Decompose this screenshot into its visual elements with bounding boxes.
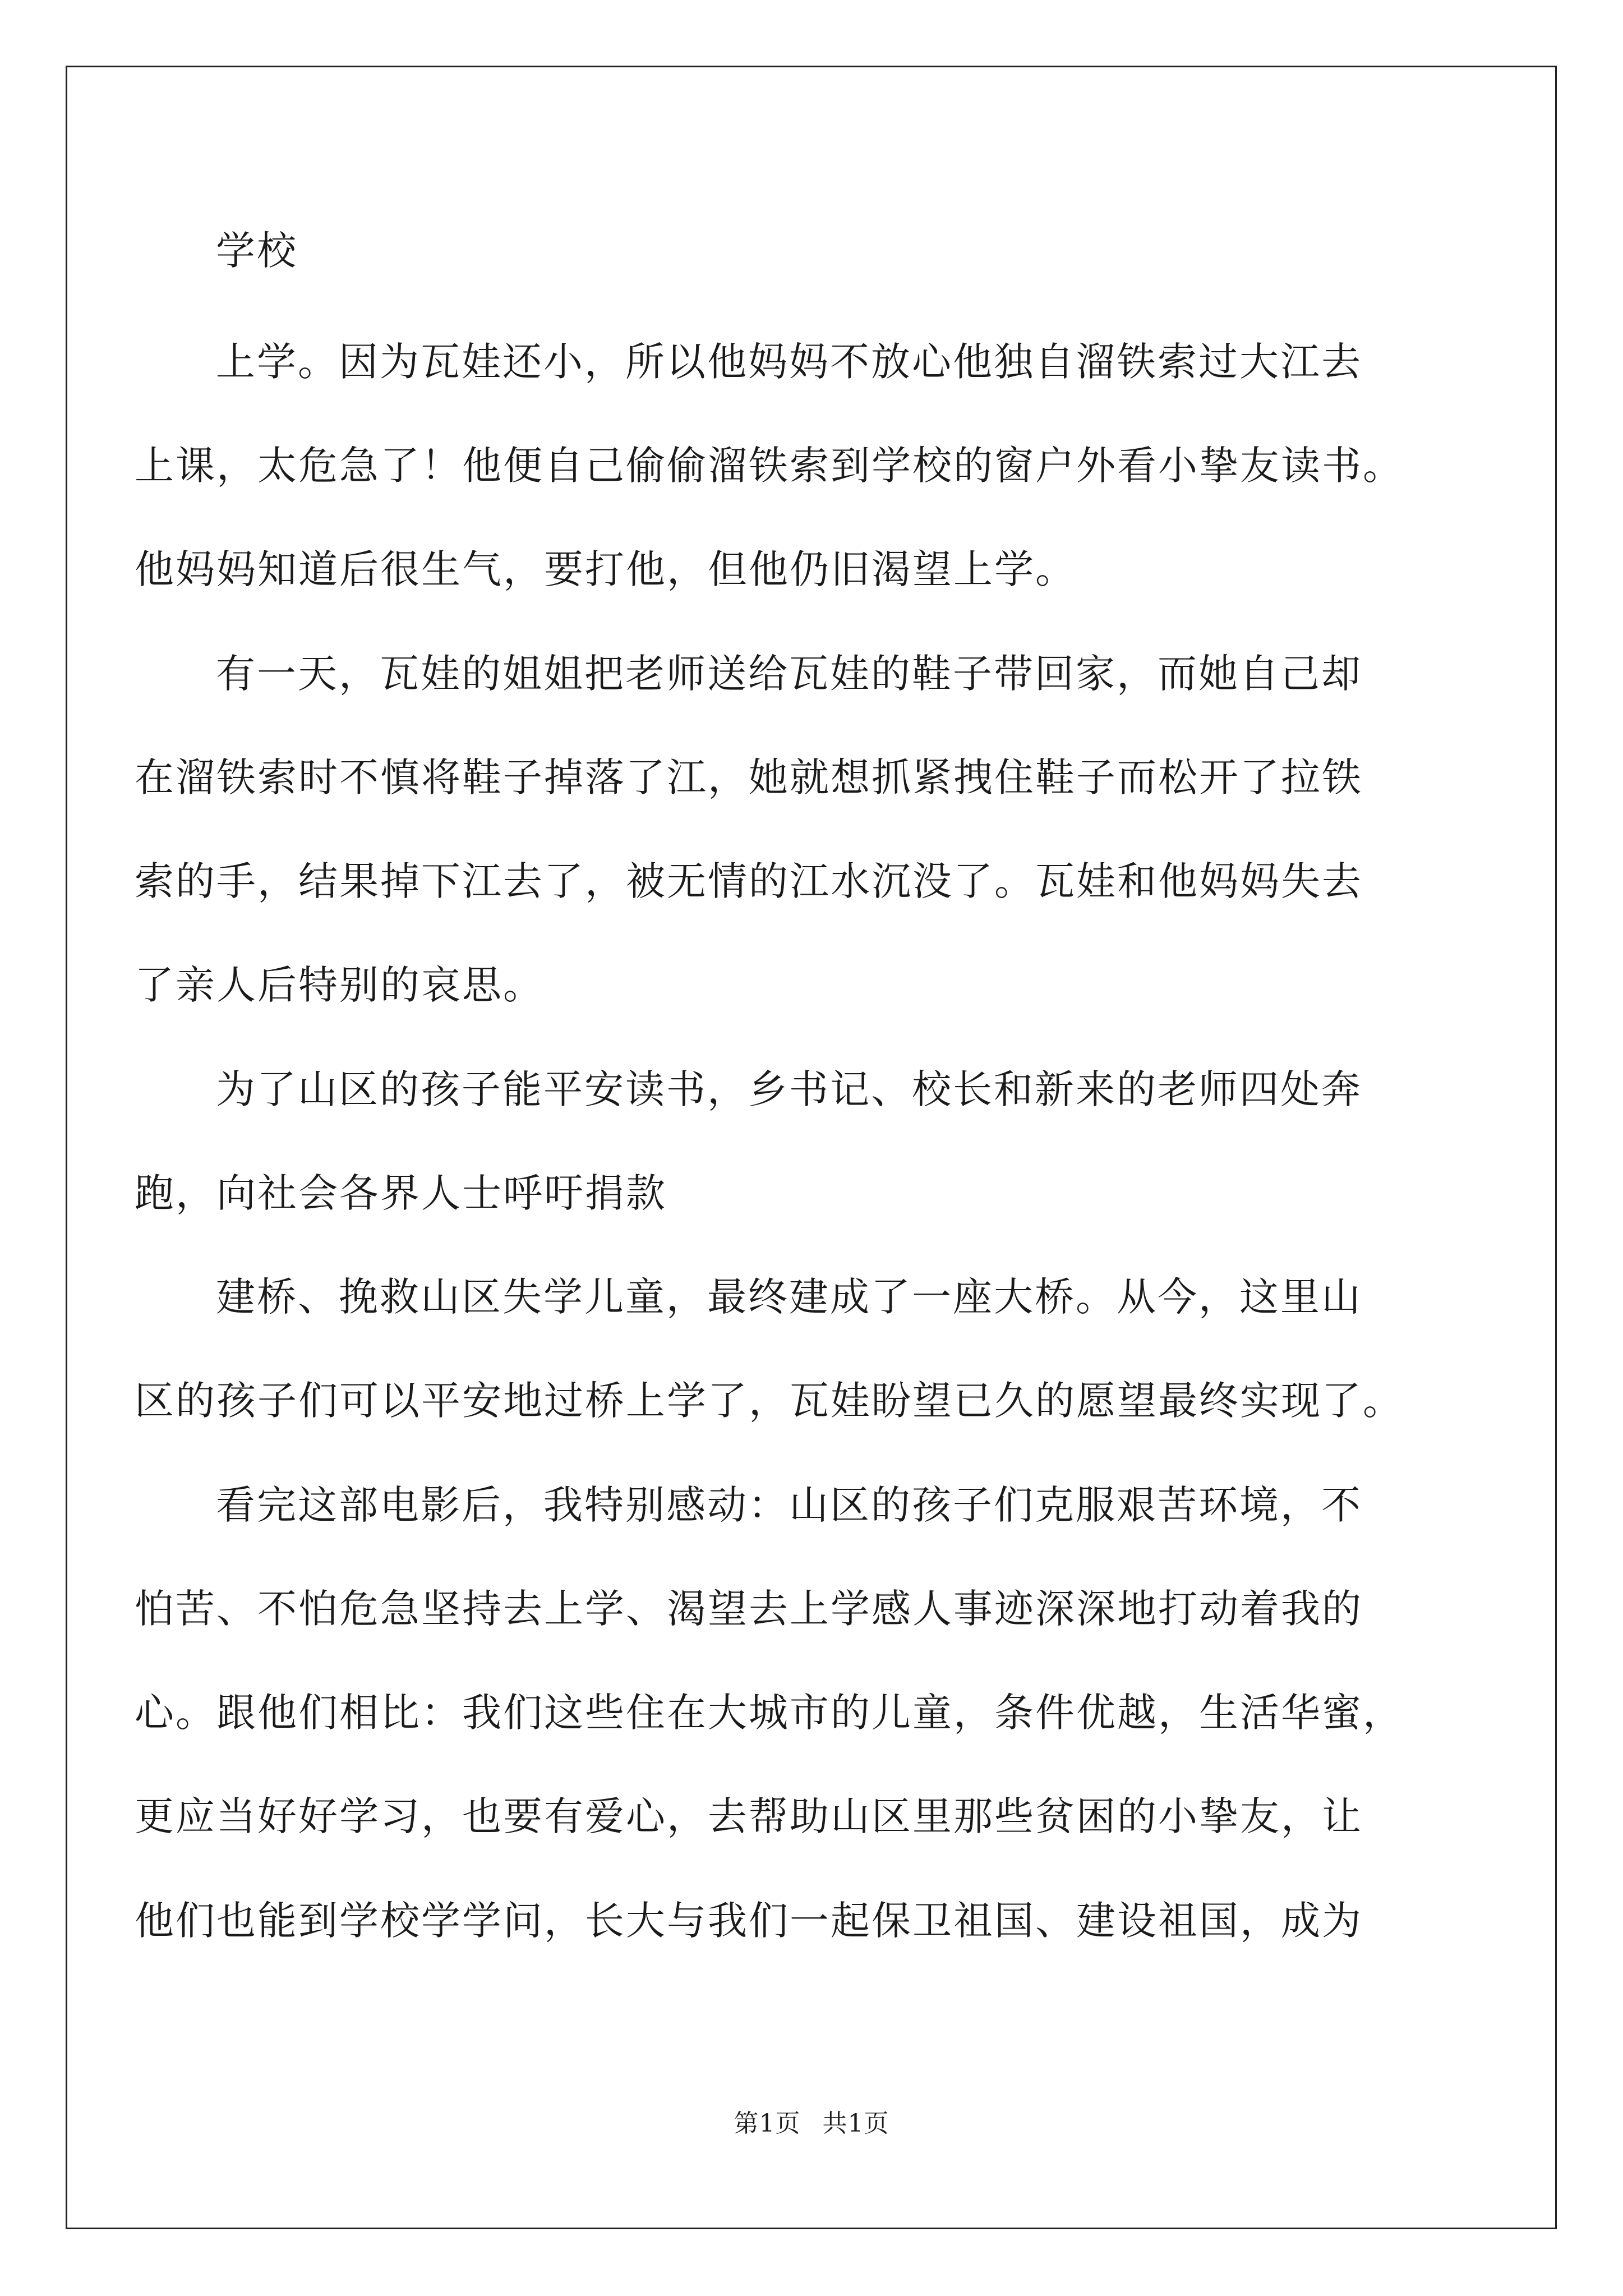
text-line: 他妈妈知道后很生气，要打他，但他仍旧渴望上学。 bbox=[135, 546, 1076, 592]
text-line: 在溜铁索时不慎将鞋子掉落了江，她就想抓紧拽住鞋子而松开了拉铁 bbox=[135, 754, 1363, 800]
text-line: 索的手，结果掉下江去了，被无情的江水沉没了。瓦娃和他妈妈失去 bbox=[135, 858, 1363, 904]
text-line: 上课，太危急了！他便自己偷偷溜铁索到学校的窗户外看小挚友读书。 bbox=[135, 443, 1404, 489]
page-footer bbox=[0, 2108, 1623, 2139]
text-line: 建桥、挽救山区失学儿童，最终建成了一座大桥。从今，这里山 bbox=[216, 1274, 1362, 1320]
page-count: 共1页 bbox=[822, 2109, 889, 2138]
text-line: 上学。因为瓦娃还小，所以他妈妈不放心他独自溜铁索过大江去 bbox=[216, 339, 1362, 385]
text-line: 他们也能到学校学学问，长大与我们一起保卫祖国、建设祖国，成为 bbox=[135, 1898, 1363, 1944]
text-line: 心。跟他们相比：我们这些住在大城市的儿童，条件优越，生活华蜜， bbox=[135, 1690, 1404, 1736]
text-line: 为了山区的孩子能平安读书，乡书记、校长和新来的老师四处奔 bbox=[216, 1066, 1362, 1112]
text-line: 看完这部电影后，我特别感动：山区的孩子们克服艰苦环境，不 bbox=[216, 1482, 1362, 1528]
text-line: 有一天，瓦娃的姐姐把老师送给瓦娃的鞋子带回家，而她自己却 bbox=[216, 651, 1362, 697]
text-line: 怕苦、不怕危急坚持去上学、渴望去上学感人事迹深深地打动着我的 bbox=[135, 1586, 1363, 1632]
text-line: 跑，向社会各界人士呼吁捐款 bbox=[135, 1170, 667, 1216]
text-line: 更应当好好学习，也要有爱心，去帮助山区里那些贫困的小挚友，让 bbox=[135, 1793, 1363, 1839]
text-line: 了亲人后特别的哀思。 bbox=[135, 962, 544, 1008]
text-line: 学校 bbox=[216, 228, 298, 274]
page-number: 第1页 bbox=[734, 2109, 801, 2138]
text-line: 区的孩子们可以平安地过桥上学了，瓦娃盼望已久的愿望最终实现了。 bbox=[135, 1378, 1404, 1424]
